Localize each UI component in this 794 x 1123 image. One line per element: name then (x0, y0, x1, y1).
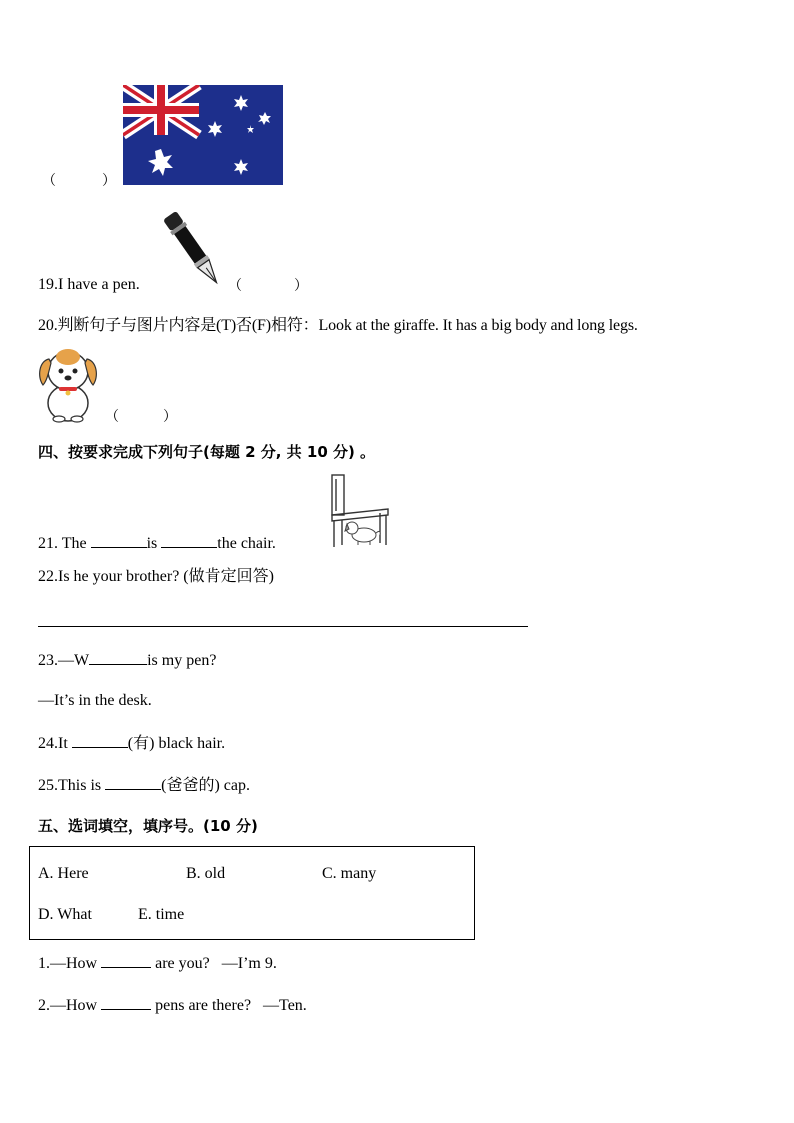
option-a: A. Here (38, 865, 89, 882)
australia-flag-icon (123, 85, 283, 185)
option-d: D. What (38, 906, 92, 923)
section-5-question-2: 2.—How pens are there? —Ten. (38, 997, 307, 1014)
section-5-question-1: 1.—How are you? —I’m 9. (38, 955, 277, 972)
question-25: 25.This is (爸爸的) cap. (38, 777, 250, 794)
fountain-pen-icon (160, 206, 226, 292)
blank-s5-2[interactable] (101, 995, 151, 1010)
question-23-answer: —It’s in the desk. (38, 692, 152, 709)
word-bank-box (29, 846, 475, 940)
answer-paren-20: （ ） (105, 409, 177, 425)
blank-25[interactable] (105, 775, 161, 790)
chair-with-dog-icon (328, 473, 390, 549)
blank-23[interactable] (89, 650, 147, 665)
option-c: C. many (322, 865, 377, 882)
question-23: 23.—W is my pen? (38, 652, 217, 669)
section-4-heading: 四、按要求完成下列句子(每题 2 分, 共 10 分) 。 (38, 443, 376, 461)
blank-s5-1[interactable] (101, 953, 151, 968)
option-b: B. old (186, 865, 226, 882)
question-22: 22.Is he your brother? (做肯定回答) (38, 568, 274, 585)
option-e: E. time (138, 906, 185, 923)
question-24: 24.It (有) black hair. (38, 735, 226, 752)
answer-paren-18: （ ） (42, 173, 116, 189)
blank-21b[interactable] (161, 533, 217, 548)
question-21: 21. The is the chair. (38, 535, 276, 552)
question-19: 19.I have a pen. (38, 276, 140, 293)
blank-21a[interactable] (91, 533, 147, 548)
answer-paren-19: （ ） (228, 278, 308, 294)
section-5-heading: 五、选词填空，填序号。(10 分) (38, 817, 258, 835)
puppy-icon (37, 345, 99, 423)
question-20: 20.判断句子与图片内容是(T)否(F)相符：Look at the giraffe. It has a big body and long legs. (38, 317, 638, 334)
answer-line-22[interactable] (38, 626, 528, 627)
blank-24[interactable] (72, 733, 128, 748)
